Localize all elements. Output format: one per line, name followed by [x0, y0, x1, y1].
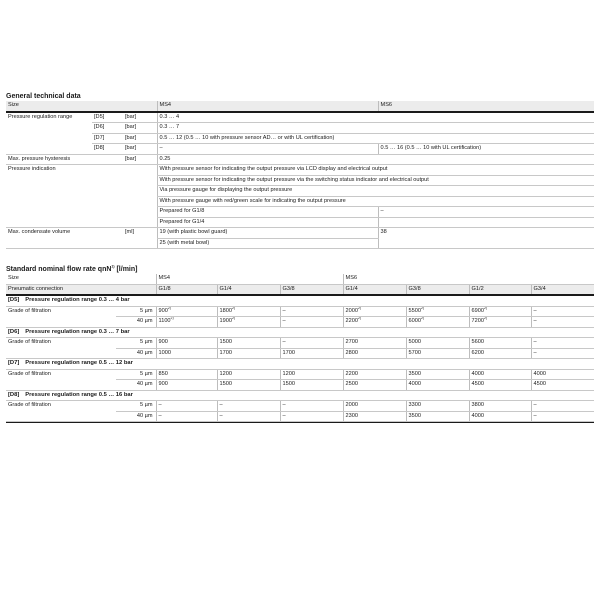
section-code: [D5]	[8, 297, 20, 303]
flow-value-cell	[156, 338, 217, 349]
hysteresis-label: Max. pressure hysteresis	[6, 154, 123, 165]
hysteresis-unit: [bar]	[123, 154, 157, 165]
flow-value-cell	[280, 369, 343, 380]
footnote-mark: 2)	[484, 316, 488, 321]
flow-value: 4000	[408, 381, 421, 387]
flow-value: 1000	[158, 349, 171, 356]
flow-value: 5500	[408, 307, 421, 314]
filtration-grade: 40 µm	[116, 317, 156, 328]
flow-value-cell	[531, 338, 594, 349]
range-row-d6	[6, 123, 594, 134]
flow-value: 1200	[219, 370, 232, 377]
flow-section-header	[6, 327, 594, 338]
filtration-grade: 5 µm	[116, 338, 156, 349]
flow-value: 2200	[345, 318, 358, 324]
indication-row-4	[6, 196, 594, 207]
flow-value-cell	[156, 306, 217, 317]
flow-value-cell	[406, 401, 469, 412]
condensate-ms4: 19 (with plastic bowl guard)	[157, 228, 378, 239]
flow-value: –	[158, 402, 162, 408]
range-value: 0.3 … 4	[157, 112, 594, 123]
flow-value: 6200	[471, 349, 484, 356]
indication-row-3	[6, 186, 594, 197]
hysteresis-value: 0.25	[157, 154, 594, 165]
flow-value: 1500	[219, 381, 232, 387]
range-unit: [bar]	[123, 133, 157, 144]
flow-value: 4500	[533, 381, 546, 387]
range-row-d5	[6, 112, 594, 123]
section-range: Pressure regulation range 0.5 … 12 bar	[25, 360, 133, 366]
flow-value-cell	[217, 338, 280, 349]
flow-value-cell	[217, 369, 280, 380]
flow-value-cell	[156, 348, 217, 359]
flow-value: –	[158, 412, 162, 419]
flow-value-cell	[406, 306, 469, 317]
filtration-grade: 40 µm	[116, 380, 156, 391]
range-unit: [bar]	[123, 123, 157, 134]
flow-value-cell	[217, 317, 280, 328]
ms6-header: MS6	[378, 101, 594, 112]
section-range: Pressure regulation range 0.3 … 7 bar	[25, 328, 130, 335]
filtration-label: Grade of filtration	[8, 307, 51, 314]
flow-value-cell	[156, 369, 217, 380]
flow-data-row	[6, 411, 594, 422]
indication-row-6	[6, 217, 594, 228]
flow-value: 900	[158, 339, 168, 345]
section-title	[6, 327, 594, 338]
flow-value-cell	[280, 401, 343, 412]
flow-value: 1500	[282, 381, 295, 387]
flow-data-row	[6, 306, 594, 317]
flow-size-row	[6, 274, 594, 284]
filtration-label	[6, 348, 116, 359]
general-data-title: General technical data	[6, 93, 81, 100]
flow-value: 1500	[219, 339, 232, 345]
connection-cell: G3/4	[531, 284, 594, 295]
flow-value-cell	[280, 411, 343, 422]
flow-value: 4000	[471, 412, 484, 419]
indication-row-2	[6, 175, 594, 186]
condensate-ms6: 38	[378, 228, 594, 239]
flow-value-cell	[280, 317, 343, 328]
condensate-row-2	[6, 238, 594, 249]
indication-label: Pressure indication	[8, 166, 56, 172]
flow-data-row	[6, 338, 594, 349]
flow-value: 900	[158, 307, 168, 314]
flow-value-cell	[217, 306, 280, 317]
footnote-mark: 2)	[170, 316, 174, 321]
flow-value: –	[533, 349, 537, 356]
flow-value: 2000	[345, 402, 358, 408]
flow-value: 1700	[282, 349, 295, 356]
range-code: [D7]	[92, 133, 123, 144]
section-range: Pressure regulation range 0.3 … 4 bar	[25, 297, 130, 303]
flow-ms6-header: MS6	[343, 274, 594, 284]
filtration-label: Grade of filtration	[8, 339, 51, 345]
filtration-grade: 5 µm	[116, 401, 156, 412]
ms4-header: MS4	[157, 101, 378, 112]
flow-value-cell	[343, 411, 406, 422]
filtration-label	[6, 317, 116, 328]
footnote-mark: 2)	[167, 306, 171, 310]
flow-value-cell	[469, 369, 531, 380]
range-code: [D6]	[92, 123, 123, 134]
indication-option: With pressure gauge with red/green scale for indicating the output pressure	[157, 196, 594, 207]
flow-value: 5600	[471, 339, 484, 345]
flow-value: 1800	[219, 307, 232, 314]
flow-value: 900	[158, 381, 168, 387]
section-title	[6, 390, 594, 401]
general-data-table	[6, 101, 594, 249]
range-unit: [bar]	[123, 112, 157, 123]
range-code: [D8]	[92, 144, 123, 155]
flow-value-cell	[469, 401, 531, 412]
size-label: Size	[6, 101, 157, 112]
flow-value-cell	[156, 411, 217, 422]
flow-value: 5700	[408, 349, 421, 356]
flow-value: 2500	[345, 381, 358, 387]
section-range: Pressure regulation range 0.5 … 16 bar	[25, 391, 133, 398]
flow-section-header	[6, 359, 594, 370]
indication-ms4: Prepared for G1/4	[157, 217, 378, 228]
flow-value: 7200	[471, 318, 484, 324]
flow-rate-table	[6, 274, 594, 422]
range-label: Pressure regulation range	[8, 113, 73, 120]
flow-value-cell	[469, 306, 531, 317]
flow-value: 1700	[219, 349, 232, 356]
indication-row-5	[6, 207, 594, 218]
flow-value: 4000	[471, 370, 484, 377]
flow-value: –	[533, 412, 537, 419]
flow-data-row	[6, 317, 594, 328]
flow-value-cell	[343, 348, 406, 359]
flow-value-cell	[531, 401, 594, 412]
flow-value-cell	[406, 348, 469, 359]
connection-cell: G1/4	[217, 284, 280, 295]
flow-value-cell	[531, 306, 594, 317]
section-code: [D7]	[8, 360, 20, 366]
connection-label: Pneumatic connection	[6, 284, 156, 295]
flow-value: –	[219, 412, 223, 419]
range-value: 0.5 … 12 (0.5 … 10 with pressure sensor AD… or with UL certification)	[157, 133, 594, 144]
flow-value: –	[219, 402, 223, 408]
footnote-mark: 2)	[358, 306, 362, 310]
connection-cell: G1/8	[156, 284, 217, 295]
range-code: [D5]	[92, 112, 123, 123]
connection-cell: G3/8	[406, 284, 469, 295]
flow-value-cell	[531, 317, 594, 328]
flow-value: 4500	[471, 381, 484, 387]
filtration-label: Grade of filtration	[8, 402, 51, 408]
flow-value: 1200	[282, 370, 295, 377]
range-row-d7	[6, 133, 594, 144]
flow-value: 4000	[533, 370, 546, 377]
flow-value-cell	[406, 411, 469, 422]
flow-section-header	[6, 390, 594, 401]
flow-value: 2800	[345, 349, 358, 356]
condensate-label: Max. condensate volume	[8, 229, 71, 235]
section-title	[6, 295, 594, 306]
flow-value: 850	[158, 370, 168, 377]
flow-value: 3500	[408, 370, 421, 377]
connection-cell: G3/8	[280, 284, 343, 295]
footnote-mark: 2)	[421, 316, 425, 321]
flow-value-cell	[156, 380, 217, 391]
footnote-mark: 2)	[231, 306, 236, 310]
flow-value-cell	[280, 348, 343, 359]
filtration-grade: 40 µm	[116, 411, 156, 422]
flow-value-cell	[469, 411, 531, 422]
flow-value-cell	[343, 317, 406, 328]
flow-value-cell	[406, 317, 469, 328]
flow-size-label: Size	[6, 274, 156, 284]
filtration-grade: 5 µm	[116, 369, 156, 380]
flow-value-cell	[280, 380, 343, 391]
flow-value: 5000	[408, 339, 421, 345]
flow-value-cell	[469, 317, 531, 328]
flow-value: 6900	[471, 307, 484, 314]
indication-ms6	[378, 217, 594, 228]
flow-value: –	[282, 402, 286, 408]
range-value-ms4: –	[157, 144, 378, 155]
flow-value: 3800	[471, 402, 484, 408]
range-value: 0.3 … 7	[157, 123, 594, 134]
hysteresis-row	[6, 154, 594, 165]
flow-value-cell	[531, 369, 594, 380]
flow-value: 3300	[408, 402, 421, 408]
indication-option: With pressure sensor for indicating the output pressure via the switching status indicator and electrical output	[157, 175, 594, 186]
flow-value-cell	[531, 348, 594, 359]
flow-value: 2000	[345, 307, 358, 314]
flow-connection-row	[6, 284, 594, 295]
flow-value: 1900	[219, 318, 232, 324]
flow-value-cell	[343, 338, 406, 349]
connection-cell: G1/2	[469, 284, 531, 295]
footnote-mark: 2)	[231, 316, 236, 321]
flow-data-row	[6, 401, 594, 412]
flow-value: –	[282, 307, 286, 314]
flow-value: 2200	[345, 370, 358, 377]
flow-value-cell	[469, 348, 531, 359]
flow-value: –	[533, 339, 537, 345]
flow-value-cell	[217, 401, 280, 412]
flow-value-cell	[343, 401, 406, 412]
flow-value-cell	[406, 338, 469, 349]
section-code: [D6]	[8, 328, 20, 335]
footnote-mark: 2)	[484, 306, 488, 310]
flow-value-cell	[406, 369, 469, 380]
flow-value-cell	[343, 369, 406, 380]
indication-ms6: –	[378, 207, 594, 218]
section-code: [D8]	[8, 391, 20, 398]
flow-value-cell	[217, 411, 280, 422]
flow-value-cell	[531, 380, 594, 391]
flow-value-cell	[469, 338, 531, 349]
flow-ms4-header: MS4	[156, 274, 343, 284]
general-header-row	[6, 101, 594, 112]
section-title	[6, 359, 594, 370]
filtration-grade: 5 µm	[116, 306, 156, 317]
filtration-label: Grade of filtration	[8, 370, 51, 377]
flow-value: 6000	[408, 318, 421, 324]
flow-value: 3500	[408, 412, 421, 419]
flow-value: –	[533, 307, 537, 314]
flow-value-cell	[156, 401, 217, 412]
flow-value-cell	[343, 380, 406, 391]
flow-value: 2300	[345, 412, 358, 419]
footnote-mark: 2)	[421, 306, 425, 310]
flow-value-cell	[531, 411, 594, 422]
flow-data-row	[6, 369, 594, 380]
range-value-ms6: 0.5 … 16 (0.5 … 10 with UL certification)	[378, 144, 594, 155]
condensate-unit: [ml]	[125, 229, 135, 235]
flow-value-cell	[217, 348, 280, 359]
datasheet-page	[6, 92, 594, 423]
flow-data-row	[6, 380, 594, 391]
flow-data-row	[6, 348, 594, 359]
flow-value: 1100	[158, 318, 171, 324]
filtration-grade: 40 µm	[116, 348, 156, 359]
flow-value-cell	[343, 306, 406, 317]
footnote-mark: 2)	[358, 316, 362, 321]
connection-cell: G1/4	[343, 284, 406, 295]
flow-value: –	[282, 318, 286, 324]
flow-value: –	[533, 318, 537, 324]
condensate-ms4: 25 (with metal bowl)	[157, 238, 378, 249]
condensate-row-1	[6, 228, 594, 239]
flow-value-cell	[217, 380, 280, 391]
range-row-d8	[6, 144, 594, 155]
flow-rate-title: Standard nominal flow rate qnN$^{1)}$ [l/min]	[6, 264, 138, 273]
flow-end-rule	[6, 422, 594, 423]
range-unit: [bar]	[123, 144, 157, 155]
flow-value: –	[282, 339, 286, 345]
filtration-label	[6, 411, 116, 422]
filtration-label	[6, 380, 116, 391]
flow-value-cell	[280, 338, 343, 349]
indication-option: With pressure sensor for indicating the output pressure via LCD display and electrical output	[157, 165, 594, 176]
flow-value: –	[533, 402, 537, 408]
indication-option: Via pressure gauge for displaying the output pressure	[157, 186, 594, 197]
flow-value-cell	[280, 306, 343, 317]
flow-value-cell	[406, 380, 469, 391]
flow-value-cell	[156, 317, 217, 328]
indication-ms4: Prepared for G1/8	[157, 207, 378, 218]
flow-value: –	[282, 412, 286, 419]
flow-section-header	[6, 295, 594, 306]
indication-row-1	[6, 165, 594, 176]
flow-value: 2700	[345, 339, 358, 345]
flow-value-cell	[469, 380, 531, 391]
